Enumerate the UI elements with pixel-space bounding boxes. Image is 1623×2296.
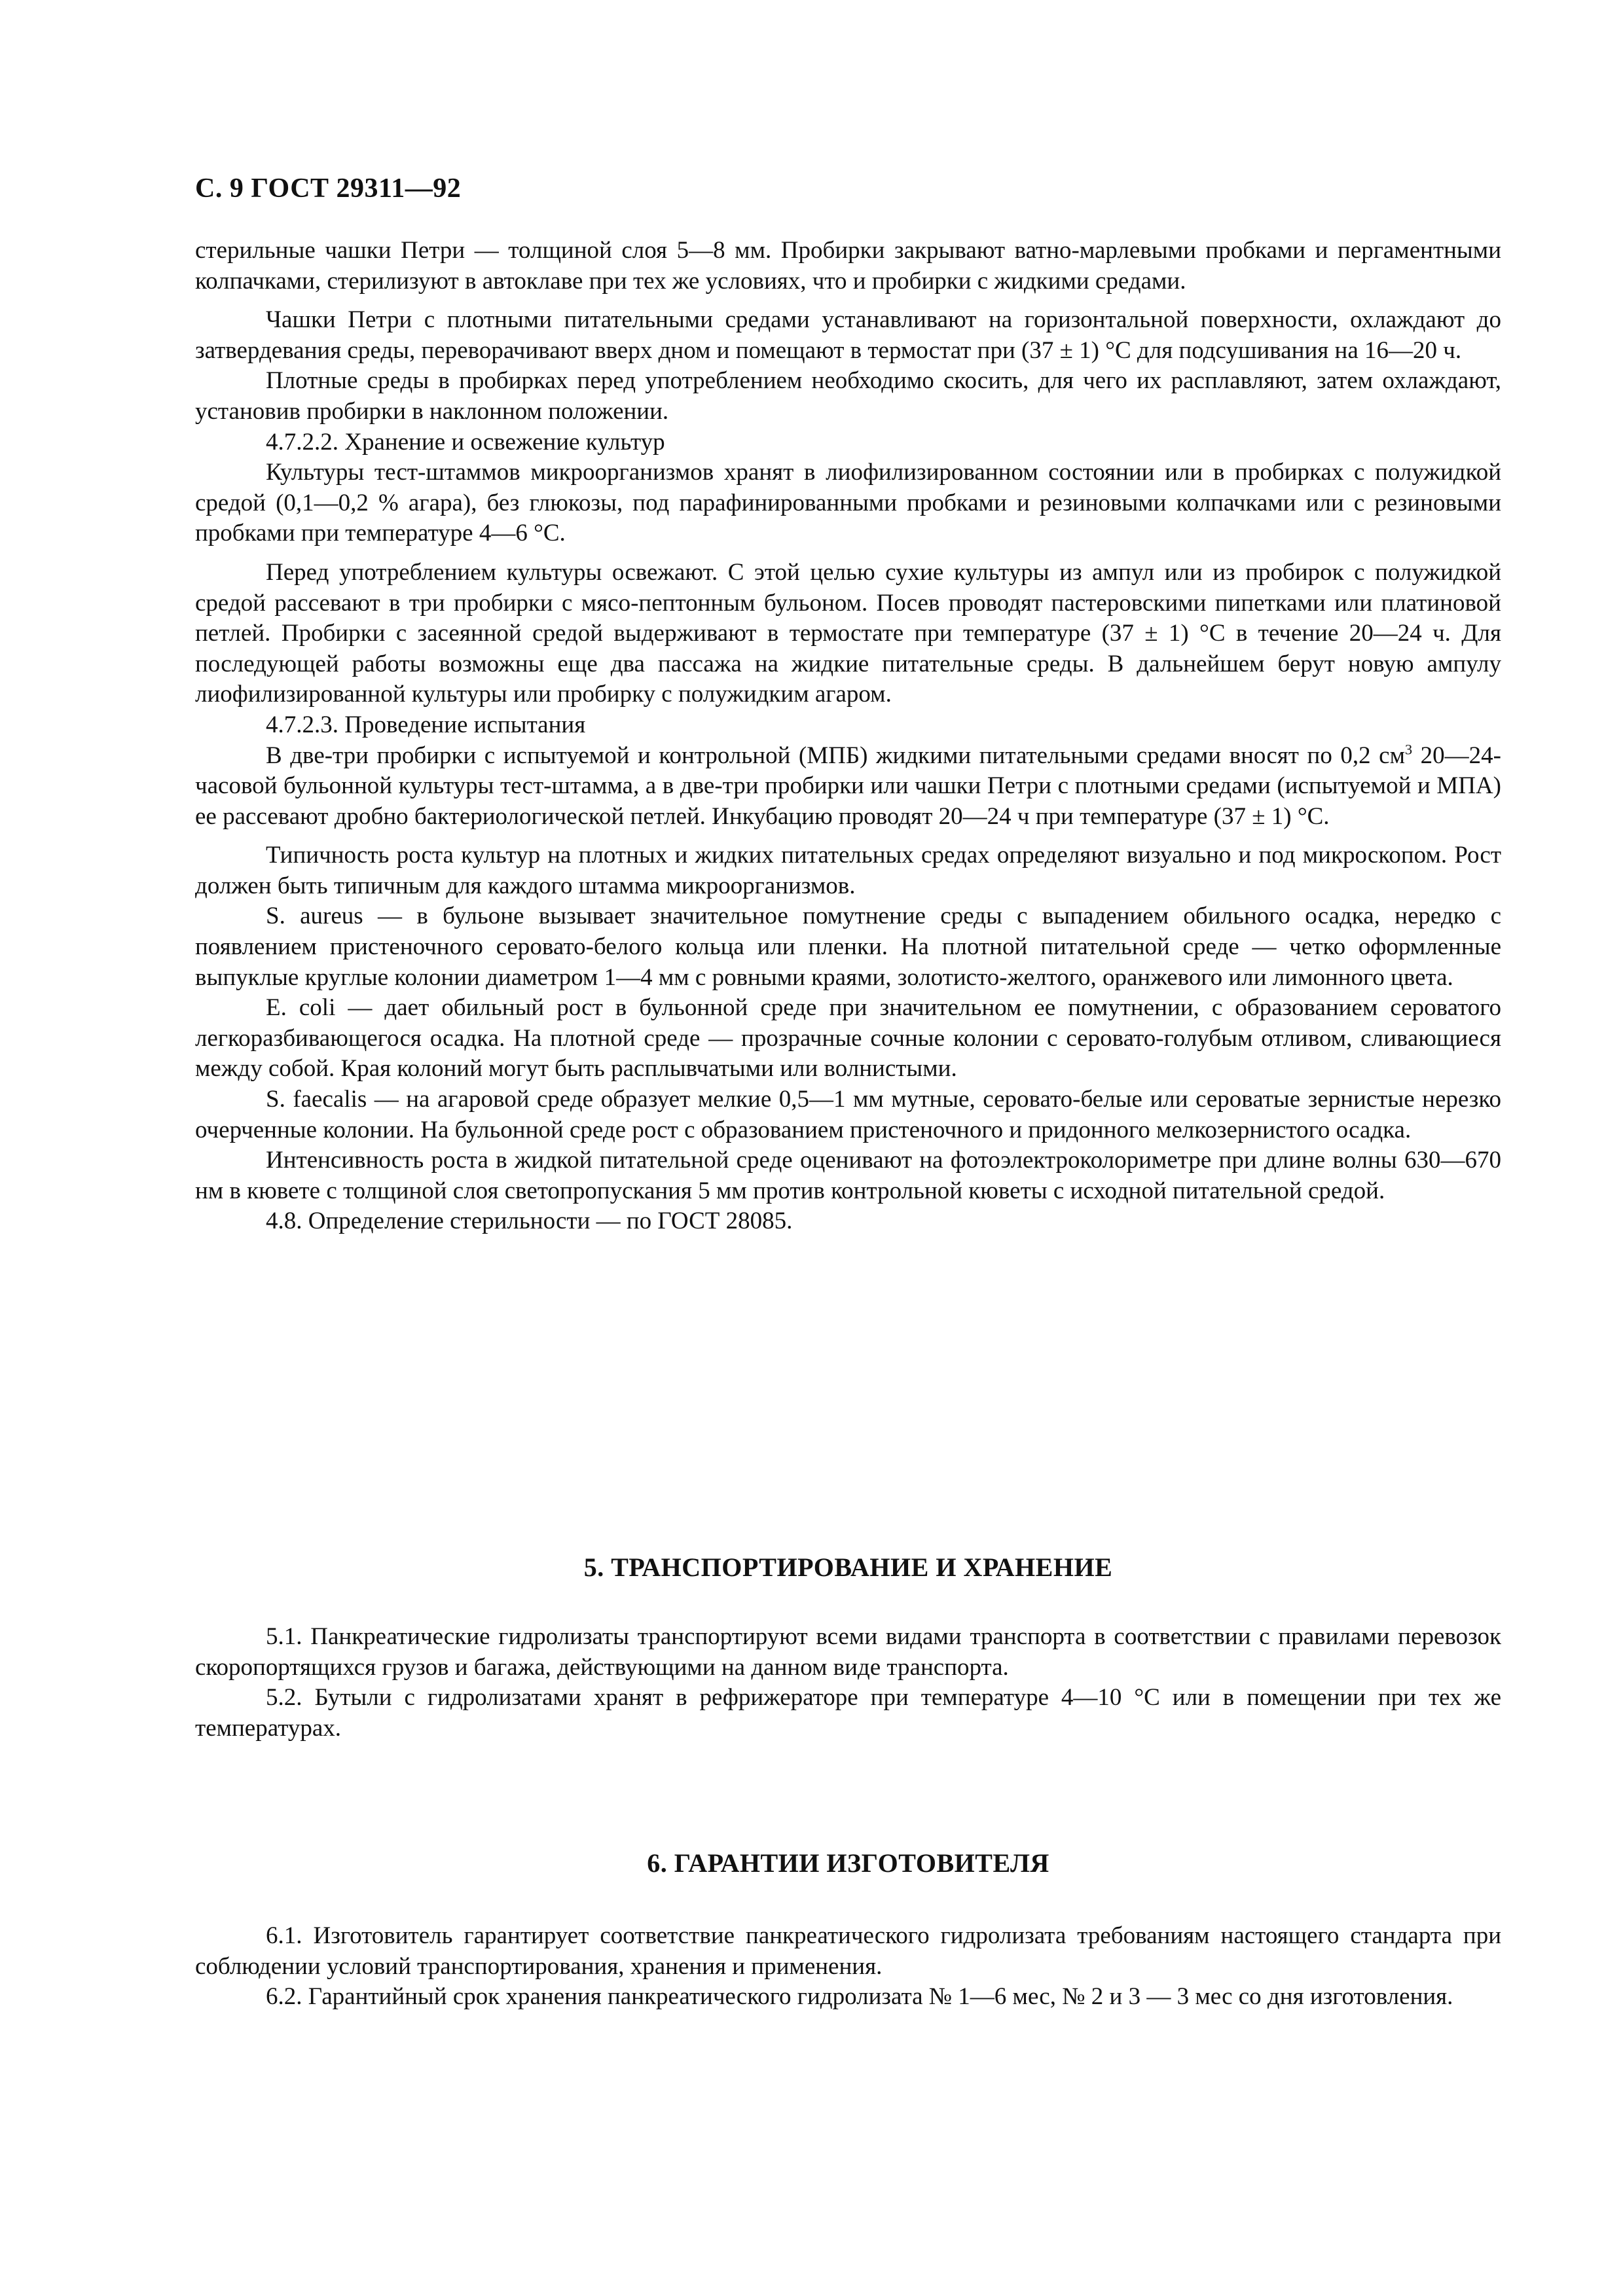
paragraph-petri-dishes-drying: Чашки Петри с плотными питательными средами устанавливают на горизонтальной поверхности, охлаждают до затвердевания среды, переворачивают вверх дном и помещают в термостат при (37 ± 1) °С для подсушивания на 16—20 ч.	[195, 306, 1501, 364]
continued-section-4	[195, 236, 1501, 1237]
paragraph-5-2: 5.2. Бутыли с гидролизатами хранят в рефрижераторе при температуре 4—10 °С или в помещении при тех же температурах.	[195, 1684, 1501, 1742]
paragraph-e-coli: E. coli — дает обильный рост в бульонной среде при значительном ее помутнении, с образованием сероватого легкоразбивающегося осадка. На плотной среде — прозрачные сочные колонии с серовато-голубым отливом, сливающиеся между собой. Края колоний могут быть расплывчатыми или волнистыми.	[195, 994, 1501, 1083]
paragraph-test-procedure-part1: В две-три пробирки с испытуемой и контрольной (МПБ) жидкими питательными средами вносят по 0,2 см	[266, 742, 1406, 769]
paragraph-test-procedure	[195, 741, 1501, 833]
paragraph-culture-refresh: Перед употреблением культуры освежают. С этой целью сухие культуры из ампул или из пробирок с полужидкой средой рассевают в три пробирки с мясо-пептонным бульоном. Посев проводят пастеровскими пипетками или платиновой петлей. Пробирки с засеянной средой выдерживают в термостате при температуре (37 ± 1) °С в течение 20—24 ч. Для последующей работы возможны еще два пассажа на жидкие питательные среды. В дальнейшем берут новую ампулу лиофилизированной культуры или пробирку с полужидким агаром.	[195, 558, 1501, 708]
paragraph-growth-intensity: Интенсивность роста в жидкой питательной среде оценивают на фотоэлектроколориметре при длине волны 630—670 нм в кювете с толщиной слоя светопропускания 5 мм против контрольной кюветы с исходной питательной средой.	[195, 1147, 1501, 1204]
running-head: С. 9 ГОСТ 29311—92	[195, 173, 462, 204]
superscript-cubic: 3	[1405, 741, 1413, 758]
section-heading-guarantees: 6. ГАРАНТИИ ИЗГОТОВИТЕЛЯ	[647, 1848, 1049, 1878]
subsection-heading-4-7-2-3: 4.7.2.3. Проведение испытания	[266, 711, 586, 738]
section-6-body	[195, 1921, 1501, 2013]
paragraph-s-aureus: S. aureus — в бульоне вызывает значительное помутнение среды с выпадением обильного осадка, нередко с появлением пристеночного серовато-белого кольца или пленки. На плотной питательной среде — четко оформленные выпуклые круглые колонии диаметром 1—4 мм с ровными краями, золотисто-желтого, оранжевого или лимонного цвета.	[195, 903, 1501, 991]
paragraph-sterility: 4.8. Определение стерильности — по ГОСТ 28085.	[266, 1208, 793, 1235]
section-5-body	[195, 1622, 1501, 1744]
paragraph-s-faecalis: S. faecalis — на агаровой среде образует мелкие 0,5—1 мм мутные, серовато-белые или сероватые зернистые нерезко очерченные колонии. На бульонной среде рост с образованием пристеночного и придонного мелкозернистого осадка.	[195, 1086, 1501, 1143]
paragraph-test-procedure-part2: 20—24-часовой бульонной культуры тест-штамма, а в две-три пробирки или чашки Петри с плотными средами (испытуемой и МПА) ее рассевают дробно бактериологической петлей. Инкубацию проводят 20—24 ч при температуре (37 ± 1) °С.	[195, 742, 1501, 830]
paragraph-5-1: 5.1. Панкреатические гидролизаты транспортируют всеми видами транспорта в соответствии с правилами перевозок скоропортящихся грузов и багажа, действующими на данном виде транспорта.	[195, 1623, 1501, 1681]
paragraph-slant-media: Плотные среды в пробирках перед употреблением необходимо скосить, для чего их расплавляют, затем охлаждают, установив пробирки в наклонном положении.	[195, 367, 1501, 425]
subsection-heading-4-7-2-2: 4.7.2.2. Хранение и освежение культур	[266, 428, 665, 456]
paragraph-6-2: 6.2. Гарантийный срок хранения панкреатического гидролизата № 1—6 мес, № 2 и 3 — 3 мес со дня изготовления.	[266, 1983, 1453, 2011]
section-heading-transport: 5. ТРАНСПОРТИРОВАНИЕ И ХРАНЕНИЕ	[583, 1552, 1113, 1582]
paragraph-petri-dishes-continued: стерильные чашки Петри — толщиной слоя 5—8 мм. Пробирки закрывают ватно-марлевыми пробками и пергаментными колпачками, стерилизуют в автоклаве при тех же условиях, что и пробирки с жидкими средами.	[195, 237, 1501, 295]
paragraph-culture-storage: Культуры тест-штаммов микроорганизмов хранят в лиофилизированном состоянии или в пробирках с полужидкой средой (0,1—0,2 % агара), без глюкозы, под парафинированными пробками и резиновыми колпачками или с резиновыми пробками при температуре 4—6 °С.	[195, 459, 1501, 547]
paragraph-6-1: 6.1. Изготовитель гарантирует соответствие панкреатического гидролизата требованиям настоящего стандарта при соблюдении условий транспортирования, хранения и применения.	[195, 1922, 1501, 1980]
paragraph-growth-typicality: Типичность роста культур на плотных и жидких питательных средах определяют визуально и под микроскопом. Рост должен быть типичным для каждого штамма микроорганизмов.	[195, 842, 1501, 899]
